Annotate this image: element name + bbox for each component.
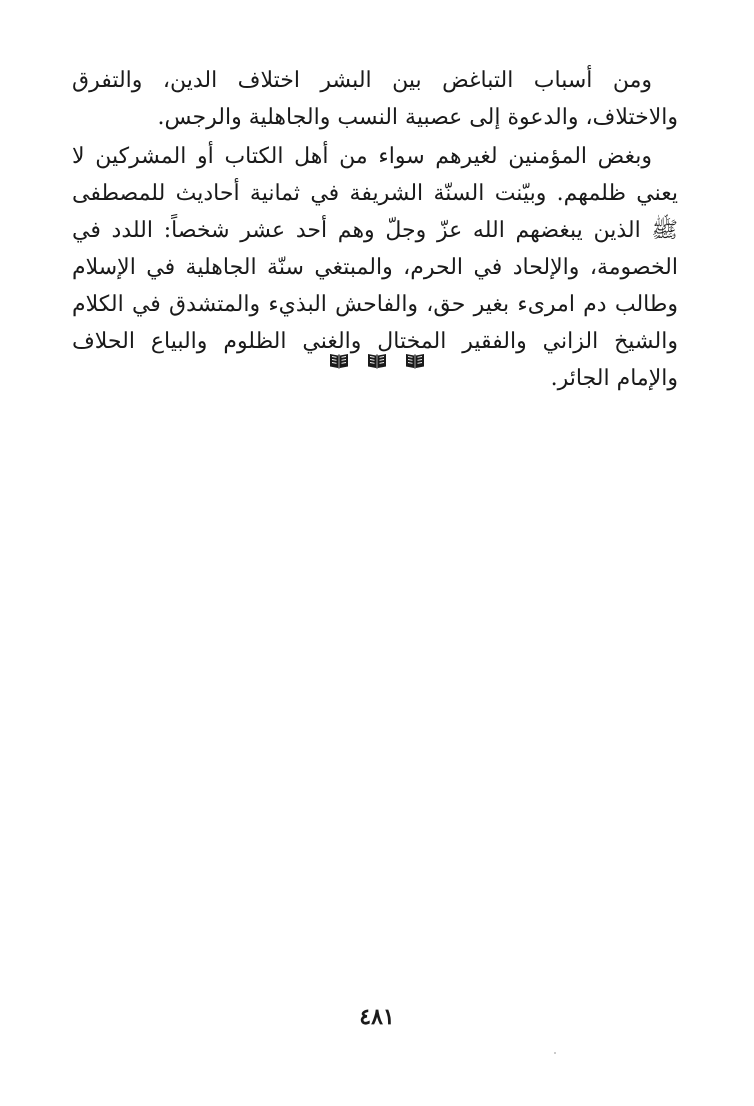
scan-speck: [554, 1052, 556, 1054]
page-number: ٤٨١: [359, 1004, 395, 1030]
section-divider-ornaments: [0, 352, 754, 369]
open-book-icon: [367, 352, 387, 369]
paragraph-2: وبغض المؤمنين لغيرهم سواء من أهل الكتاب أو المشركين لا يعني ظلمهم. وبيّنت السنّة الشريفة في ثمانية أحاديث للمصطفى ﷺ الذين يبغضهم الله عزّ وجلّ وهم أحد عشر شخصاً: اللدد في الخصومة، والإلحاد في الحرم، والمبتغي سنّة الجاهلية في الإسلام وطالب دم امرىء بغير حق، والفاحش البذيء والمتشدق في الكلام والشيخ الزاني والفقير المختال والغني الظلوم والبياع الحلاف والإمام الجائر.: [72, 144, 678, 391]
open-book-icon: [329, 352, 349, 369]
paragraph-1: ومن أسباب التباغض بين البشر اختلاف الدين، والتفرق والاختلاف، والدعوة إلى عصبية النسب والجاهلية والرجس.: [72, 68, 678, 130]
text-block-1: [72, 62, 678, 136]
open-book-icon: [405, 352, 425, 369]
